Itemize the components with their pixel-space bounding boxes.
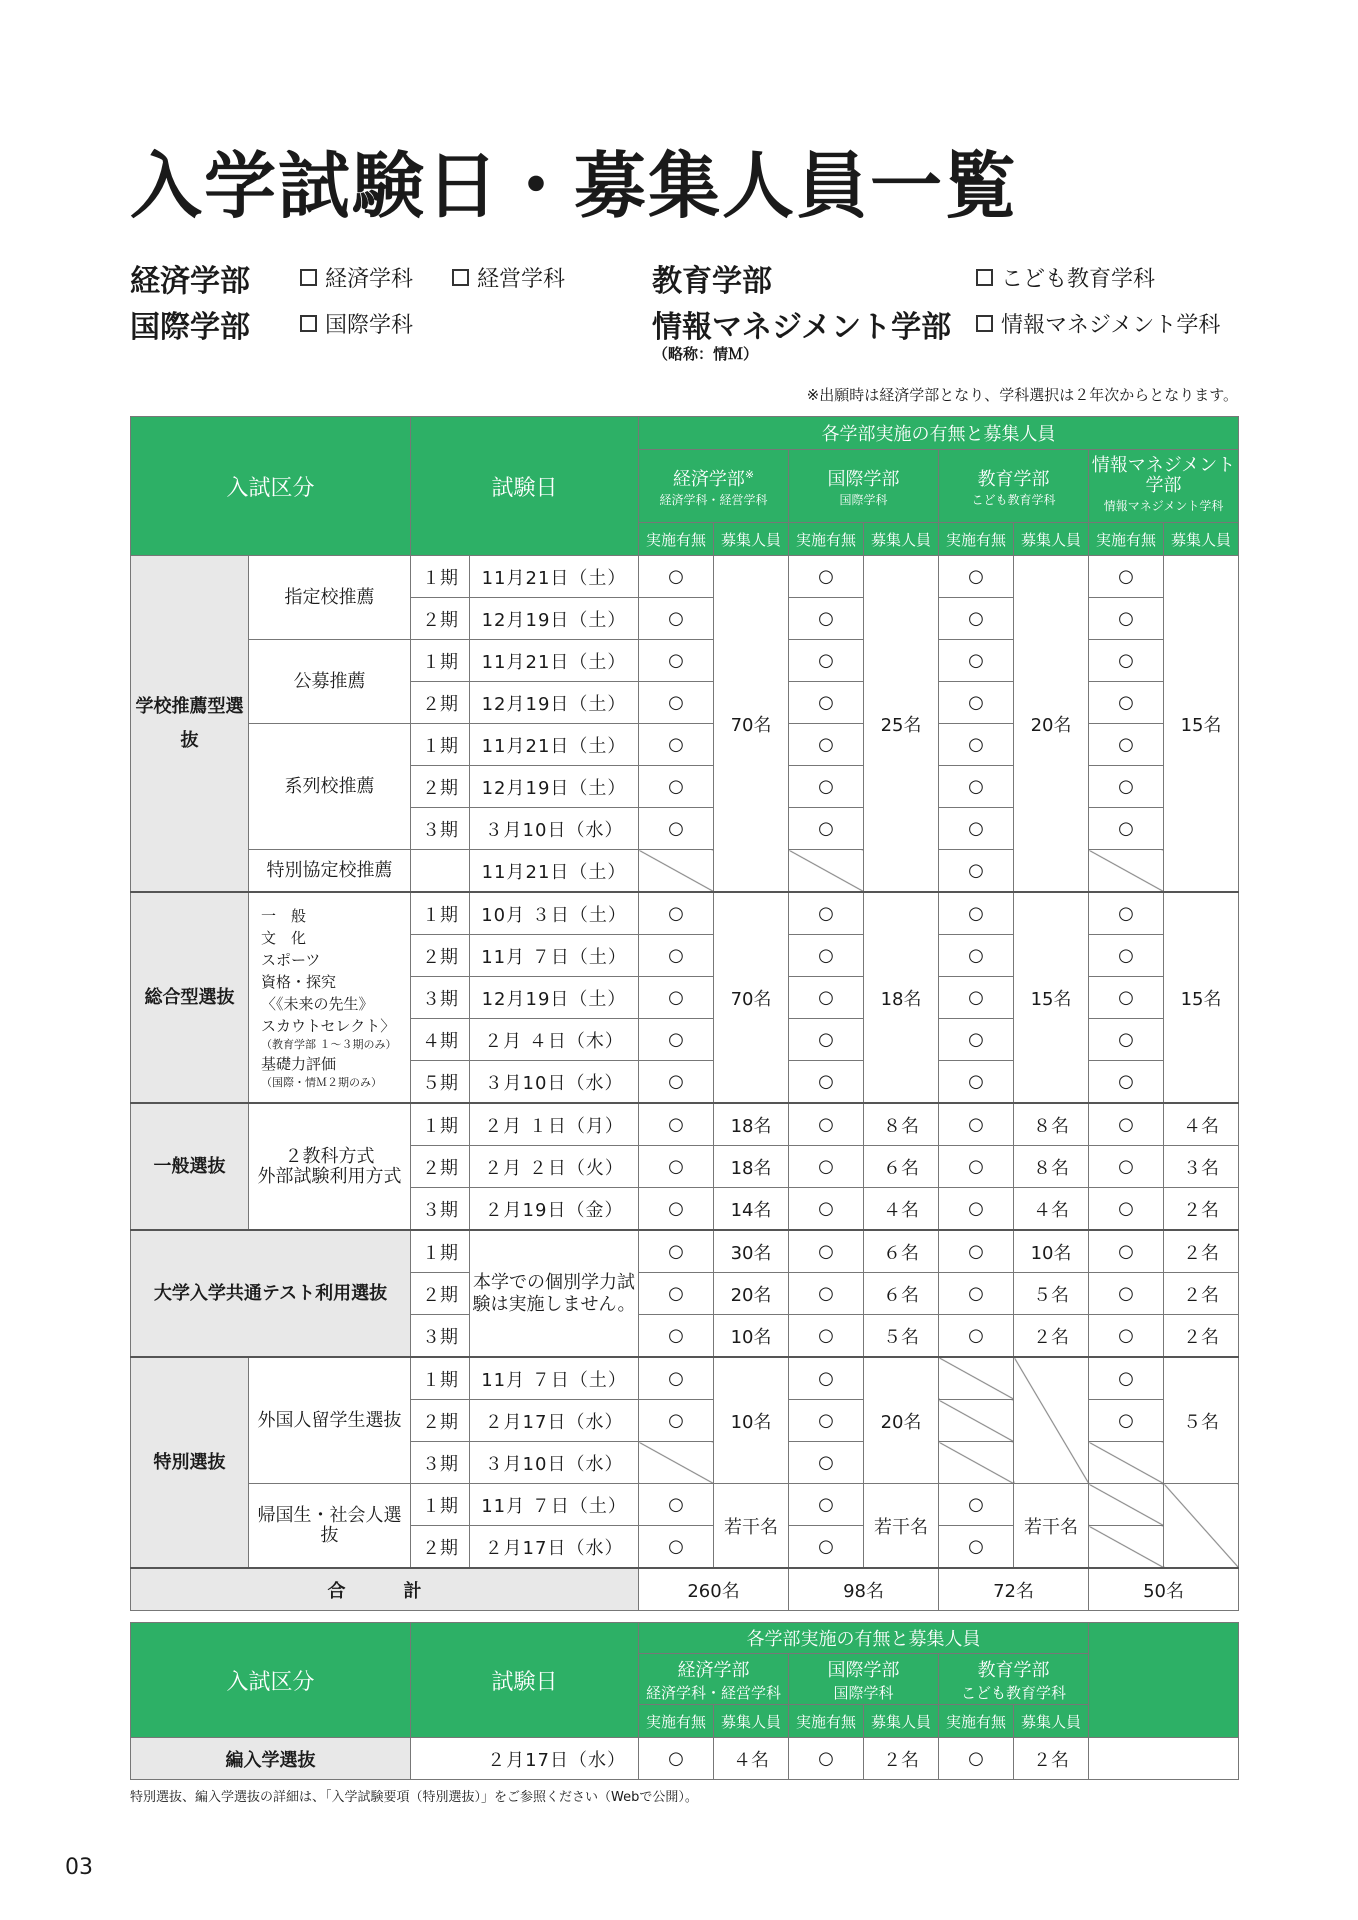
mark: ○: [1089, 808, 1164, 850]
mark: ○: [789, 1442, 864, 1484]
mark: ○: [789, 1315, 864, 1358]
mark: ○: [939, 1019, 1014, 1061]
count: ２名: [1014, 1315, 1089, 1358]
header-jisshi: 実施有無: [789, 523, 864, 556]
count: 18名: [714, 1103, 789, 1146]
header-boshu: 募集人員: [1014, 1705, 1089, 1738]
count: 若干名: [864, 1484, 939, 1569]
count: 18名: [714, 1146, 789, 1188]
period: ２期: [411, 766, 470, 808]
count: ５名: [1164, 1357, 1239, 1484]
page-number: 03: [65, 1855, 93, 1880]
mark: ○: [789, 640, 864, 682]
count: ４名: [1164, 1103, 1239, 1146]
period: ２期: [411, 1526, 470, 1569]
exam-date: ２月17日（水）: [470, 1526, 639, 1569]
note-top: ※出願時は経済学部となり、学科選択は２年次からとなります。: [806, 386, 1238, 404]
count: 若干名: [1014, 1484, 1089, 1569]
exam-date: 11月21日（土）: [470, 640, 639, 682]
count: ２名: [1164, 1230, 1239, 1273]
not-applicable: [1089, 1442, 1164, 1484]
count: 25名: [864, 556, 939, 893]
mark: ○: [789, 1484, 864, 1526]
header-jisshi: 実施有無: [639, 1705, 714, 1738]
mark: ○: [939, 1315, 1014, 1358]
mark: ○: [789, 1738, 864, 1780]
count: ８名: [864, 1103, 939, 1146]
exam-date: 12月19日（土）: [470, 977, 639, 1019]
period: ３期: [411, 1315, 470, 1358]
count: ５名: [864, 1315, 939, 1358]
exam-date: 11月21日（土）: [470, 556, 639, 598]
period: ２期: [411, 1146, 470, 1188]
count: ６名: [864, 1230, 939, 1273]
mark: ○: [939, 935, 1014, 977]
exam-date: 12月19日（土）: [470, 682, 639, 724]
mark: ○: [789, 935, 864, 977]
period: １期: [411, 1230, 470, 1273]
count: ４名: [1014, 1188, 1089, 1231]
mark: ○: [939, 1230, 1014, 1273]
second-header-group: 各学部実施の有無と募集人員: [639, 1623, 1089, 1654]
second-header-blank: [1089, 1623, 1239, 1738]
exam-date: 11月21日（土）: [470, 724, 639, 766]
period: １期: [411, 892, 470, 935]
mark: ○: [939, 1526, 1014, 1569]
count: ５名: [1014, 1273, 1089, 1315]
second-header-edu: 教育学部 こども教育学科: [939, 1654, 1089, 1705]
row-tokubetsu: 特別選抜: [131, 1357, 249, 1568]
count: ８名: [1014, 1103, 1089, 1146]
footnote: 特別選抜、編入学選抜の詳細は、「入学試験要項（特別選抜）」をご参照ください（Webで公開）。: [130, 1790, 698, 1805]
not-applicable: [1089, 1484, 1164, 1526]
mark: ○: [1089, 1188, 1164, 1231]
mark: ○: [1089, 598, 1164, 640]
im-abbreviation: （略称：情Ｍ）: [653, 345, 759, 363]
mark: ○: [939, 1103, 1014, 1146]
mark: ○: [639, 892, 714, 935]
mark: ○: [789, 1188, 864, 1231]
mark: ○: [1089, 1146, 1164, 1188]
mark: ○: [789, 977, 864, 1019]
exam-date: ３月10日（水）: [470, 1442, 639, 1484]
sub-shitei: 指定校推薦: [249, 556, 411, 640]
mark: ○: [639, 556, 714, 598]
count: 70名: [714, 556, 789, 893]
mark: ○: [1089, 682, 1164, 724]
mark: ○: [789, 1019, 864, 1061]
count: ２名: [1164, 1273, 1239, 1315]
exam-date: 10月 ３日（土）: [470, 892, 639, 935]
count: 10名: [1014, 1230, 1089, 1273]
exam-date: ２月17日（水）: [470, 1400, 639, 1442]
mark: ○: [639, 808, 714, 850]
second-header-intl: 国際学部 国際学科: [789, 1654, 939, 1705]
mark: ○: [639, 598, 714, 640]
header-jisshi: 実施有無: [1089, 523, 1164, 556]
mark: ○: [1089, 977, 1164, 1019]
header-jisshi: 実施有無: [939, 1705, 1014, 1738]
kyotsu-note: 本学での個別学力試験は実施しません。: [470, 1230, 639, 1357]
total-intl: 98名: [789, 1568, 939, 1611]
mark: ○: [789, 766, 864, 808]
mark: ○: [939, 640, 1014, 682]
count: 18名: [864, 892, 939, 1103]
count: ２名: [1014, 1738, 1089, 1780]
not-applicable: [939, 1442, 1014, 1484]
mark: ○: [789, 808, 864, 850]
faculty-econ: 経済学部: [130, 264, 250, 299]
mark: ○: [939, 598, 1014, 640]
checkbox-econ-dept[interactable]: 経済学科: [300, 262, 413, 293]
count: 30名: [714, 1230, 789, 1273]
header-kubun: 入試区分: [131, 417, 411, 556]
mark: ○: [639, 977, 714, 1019]
header-im: 情報マネジメント学部 情報マネジメント学科: [1089, 450, 1239, 523]
count: 15名: [1164, 556, 1239, 893]
count: 20名: [1014, 556, 1089, 893]
mark: ○: [939, 1061, 1014, 1104]
period: ２期: [411, 682, 470, 724]
mark: ○: [1089, 724, 1164, 766]
checkbox-icon[interactable]: [452, 269, 469, 286]
header-boshu: 募集人員: [864, 523, 939, 556]
header-boshu: 募集人員: [1164, 523, 1239, 556]
mark: ○: [939, 766, 1014, 808]
not-applicable: [639, 1442, 714, 1484]
header-jisshi: 実施有無: [639, 523, 714, 556]
exam-table: [130, 416, 1239, 1611]
total-edu: 72名: [939, 1568, 1089, 1611]
mark: ○: [789, 1061, 864, 1104]
checkbox-mgmt-dept[interactable]: 経営学科: [452, 262, 565, 293]
header-edu: 教育学部 こども教育学科: [939, 450, 1089, 523]
sub-keiretsu: 系列校推薦: [249, 724, 411, 850]
sub-gaikoku: 外国人留学生選抜: [249, 1357, 411, 1484]
mark: ○: [639, 1400, 714, 1442]
mark: ○: [639, 682, 714, 724]
mark: ○: [1089, 1315, 1164, 1358]
period: ３期: [411, 808, 470, 850]
checkbox-im-dept[interactable]: 情報マネジメント学科: [976, 308, 1220, 339]
count: 20名: [714, 1273, 789, 1315]
mark: ○: [639, 1738, 714, 1780]
mark: ○: [639, 1019, 714, 1061]
row-sogo: 総合型選抜: [131, 892, 249, 1103]
empty-cell: [1089, 1738, 1239, 1780]
transfer-table: [130, 1622, 1239, 1780]
exam-date: 11月 ７日（土）: [470, 1484, 639, 1526]
count: 14名: [714, 1188, 789, 1231]
mark: ○: [639, 1484, 714, 1526]
period: ２期: [411, 1273, 470, 1315]
exam-date: 11月21日（土）: [470, 850, 639, 893]
period: ３期: [411, 1188, 470, 1231]
mark: ○: [639, 724, 714, 766]
mark: ○: [939, 808, 1014, 850]
mark: ○: [639, 766, 714, 808]
count: ８名: [1014, 1146, 1089, 1188]
mark: ○: [1089, 556, 1164, 598]
checkbox-icon[interactable]: [976, 269, 993, 286]
mark: ○: [939, 977, 1014, 1019]
mark: ○: [789, 1400, 864, 1442]
period: ３期: [411, 977, 470, 1019]
mark: ○: [639, 1273, 714, 1315]
mark: ○: [789, 892, 864, 935]
mark: ○: [639, 640, 714, 682]
mark: ○: [939, 1273, 1014, 1315]
header-jisshi: 実施有無: [939, 523, 1014, 556]
exam-date: ２月 １日（月）: [470, 1103, 639, 1146]
header-group: 各学部実施の有無と募集人員: [639, 417, 1239, 450]
mark: ○: [639, 1103, 714, 1146]
mark: ○: [639, 1188, 714, 1231]
faculty-intl: 国際学部: [130, 310, 250, 345]
mark: ○: [939, 1188, 1014, 1231]
not-applicable: [639, 850, 714, 893]
total-label: 合 計: [131, 1568, 639, 1611]
mark: ○: [639, 1146, 714, 1188]
faculty-edu: 教育学部: [652, 264, 772, 299]
mark: ○: [1089, 935, 1164, 977]
mark: ○: [789, 1357, 864, 1400]
count: 10名: [714, 1315, 789, 1358]
mark: ○: [639, 1061, 714, 1104]
count: 20名: [864, 1357, 939, 1484]
sub-ippan: ２教科方式 外部試験利用方式: [249, 1103, 411, 1230]
count: 10名: [714, 1357, 789, 1484]
period: １期: [411, 724, 470, 766]
total-im: 50名: [1089, 1568, 1239, 1611]
mark: ○: [639, 1230, 714, 1273]
period: ２期: [411, 598, 470, 640]
checkbox-icon[interactable]: [300, 315, 317, 332]
not-applicable: [1089, 1526, 1164, 1569]
mark: ○: [789, 682, 864, 724]
count: ３名: [1164, 1146, 1239, 1188]
mark: ○: [789, 556, 864, 598]
mark: ○: [639, 1357, 714, 1400]
count: ４名: [714, 1738, 789, 1780]
exam-date: ３月10日（水）: [470, 1061, 639, 1104]
exam-date: ２月17日（水）: [411, 1738, 639, 1780]
row-hennyu: 編入学選抜: [131, 1738, 411, 1780]
mark: ○: [789, 1526, 864, 1569]
mark: ○: [1089, 1400, 1164, 1442]
mark: ○: [939, 724, 1014, 766]
sub-kikoku: 帰国生・社会人選抜: [249, 1484, 411, 1569]
period: ４期: [411, 1019, 470, 1061]
mark: ○: [939, 892, 1014, 935]
page-title: 入学試験日・募集人員一覧: [130, 143, 1019, 228]
total-econ: 260名: [639, 1568, 789, 1611]
mark: ○: [939, 1484, 1014, 1526]
checkbox-icon[interactable]: [976, 315, 993, 332]
exam-date: 12月19日（土）: [470, 598, 639, 640]
mark: ○: [1089, 1061, 1164, 1104]
mark: ○: [939, 1146, 1014, 1188]
period-empty: [411, 850, 470, 893]
mark: ○: [1089, 640, 1164, 682]
mark: ○: [789, 724, 864, 766]
count: ４名: [864, 1188, 939, 1231]
exam-date: 11月 ７日（土）: [470, 1357, 639, 1400]
exam-date: ２月 ４日（木）: [470, 1019, 639, 1061]
count: ６名: [864, 1273, 939, 1315]
period: １期: [411, 1357, 470, 1400]
mark: ○: [1089, 1273, 1164, 1315]
mark: ○: [789, 1230, 864, 1273]
period: ２期: [411, 935, 470, 977]
not-applicable: [939, 1400, 1014, 1442]
period: １期: [411, 640, 470, 682]
mark: ○: [789, 598, 864, 640]
mark: ○: [939, 850, 1014, 893]
sub-tokubetsu-kyotei: 特別協定校推薦: [249, 850, 411, 893]
mark: ○: [1089, 1019, 1164, 1061]
period: ３期: [411, 1442, 470, 1484]
count: ６名: [864, 1146, 939, 1188]
not-applicable: [1164, 1484, 1239, 1569]
mark: ○: [1089, 1357, 1164, 1400]
period: ２期: [411, 1400, 470, 1442]
exam-date: ３月10日（水）: [470, 808, 639, 850]
header-boshu: 募集人員: [714, 523, 789, 556]
sogo-list: 一 般 文 化 スポーツ 資格・探究 〈《未来の先生》 スカウトセレクト〉 （教育学部 １～３期のみ） 基礎力評価 （国際・情Ｍ２期のみ）: [249, 892, 411, 1103]
mark: ○: [639, 935, 714, 977]
mark: ○: [789, 1146, 864, 1188]
header-boshu: 募集人員: [714, 1705, 789, 1738]
header-econ: 経済学部※ 経済学科・経営学科: [639, 450, 789, 523]
period: １期: [411, 556, 470, 598]
checkbox-intl-dept[interactable]: 国際学科: [300, 308, 413, 339]
count: ２名: [864, 1738, 939, 1780]
mark: ○: [639, 1315, 714, 1358]
header-jisshi: 実施有無: [789, 1705, 864, 1738]
period: １期: [411, 1103, 470, 1146]
not-applicable: [1089, 850, 1164, 893]
count: 70名: [714, 892, 789, 1103]
header-date: 試験日: [411, 417, 639, 556]
mark: ○: [939, 1738, 1014, 1780]
count: 15名: [1164, 892, 1239, 1103]
period: ５期: [411, 1061, 470, 1104]
mark: ○: [1089, 1103, 1164, 1146]
count: 15名: [1014, 892, 1089, 1103]
faculty-im: 情報マネジメント学部: [652, 310, 952, 345]
second-header-econ: 経済学部 経済学科・経営学科: [639, 1654, 789, 1705]
checkbox-edu-dept[interactable]: こども教育学科: [976, 262, 1155, 293]
not-applicable: [939, 1357, 1014, 1400]
mark: ○: [1089, 892, 1164, 935]
period: １期: [411, 1484, 470, 1526]
count: ２名: [1164, 1315, 1239, 1358]
header-boshu: 募集人員: [1014, 523, 1089, 556]
mark: ○: [1089, 766, 1164, 808]
mark: ○: [939, 682, 1014, 724]
not-applicable: [1014, 1357, 1089, 1484]
mark: ○: [1089, 1230, 1164, 1273]
row-kyotsu: 大学入学共通テスト利用選抜: [131, 1230, 411, 1357]
count: ２名: [1164, 1188, 1239, 1231]
sub-kobo: 公募推薦: [249, 640, 411, 724]
row-school: 学校推薦型選抜: [131, 556, 249, 893]
not-applicable: [789, 850, 864, 893]
row-ippan: 一般選抜: [131, 1103, 249, 1230]
second-header-date: 試験日: [411, 1623, 639, 1738]
header-intl: 国際学部 国際学科: [789, 450, 939, 523]
checkbox-icon[interactable]: [300, 269, 317, 286]
count: 若干名: [714, 1484, 789, 1569]
exam-date: ２月 ２日（火）: [470, 1146, 639, 1188]
header-boshu: 募集人員: [864, 1705, 939, 1738]
mark: ○: [939, 556, 1014, 598]
exam-date: ２月19日（金）: [470, 1188, 639, 1231]
mark: ○: [639, 1526, 714, 1569]
second-header-kubun: 入試区分: [131, 1623, 411, 1738]
exam-date: 11月 ７日（土）: [470, 935, 639, 977]
mark: ○: [789, 1273, 864, 1315]
exam-date: 12月19日（土）: [470, 766, 639, 808]
mark: ○: [789, 1103, 864, 1146]
